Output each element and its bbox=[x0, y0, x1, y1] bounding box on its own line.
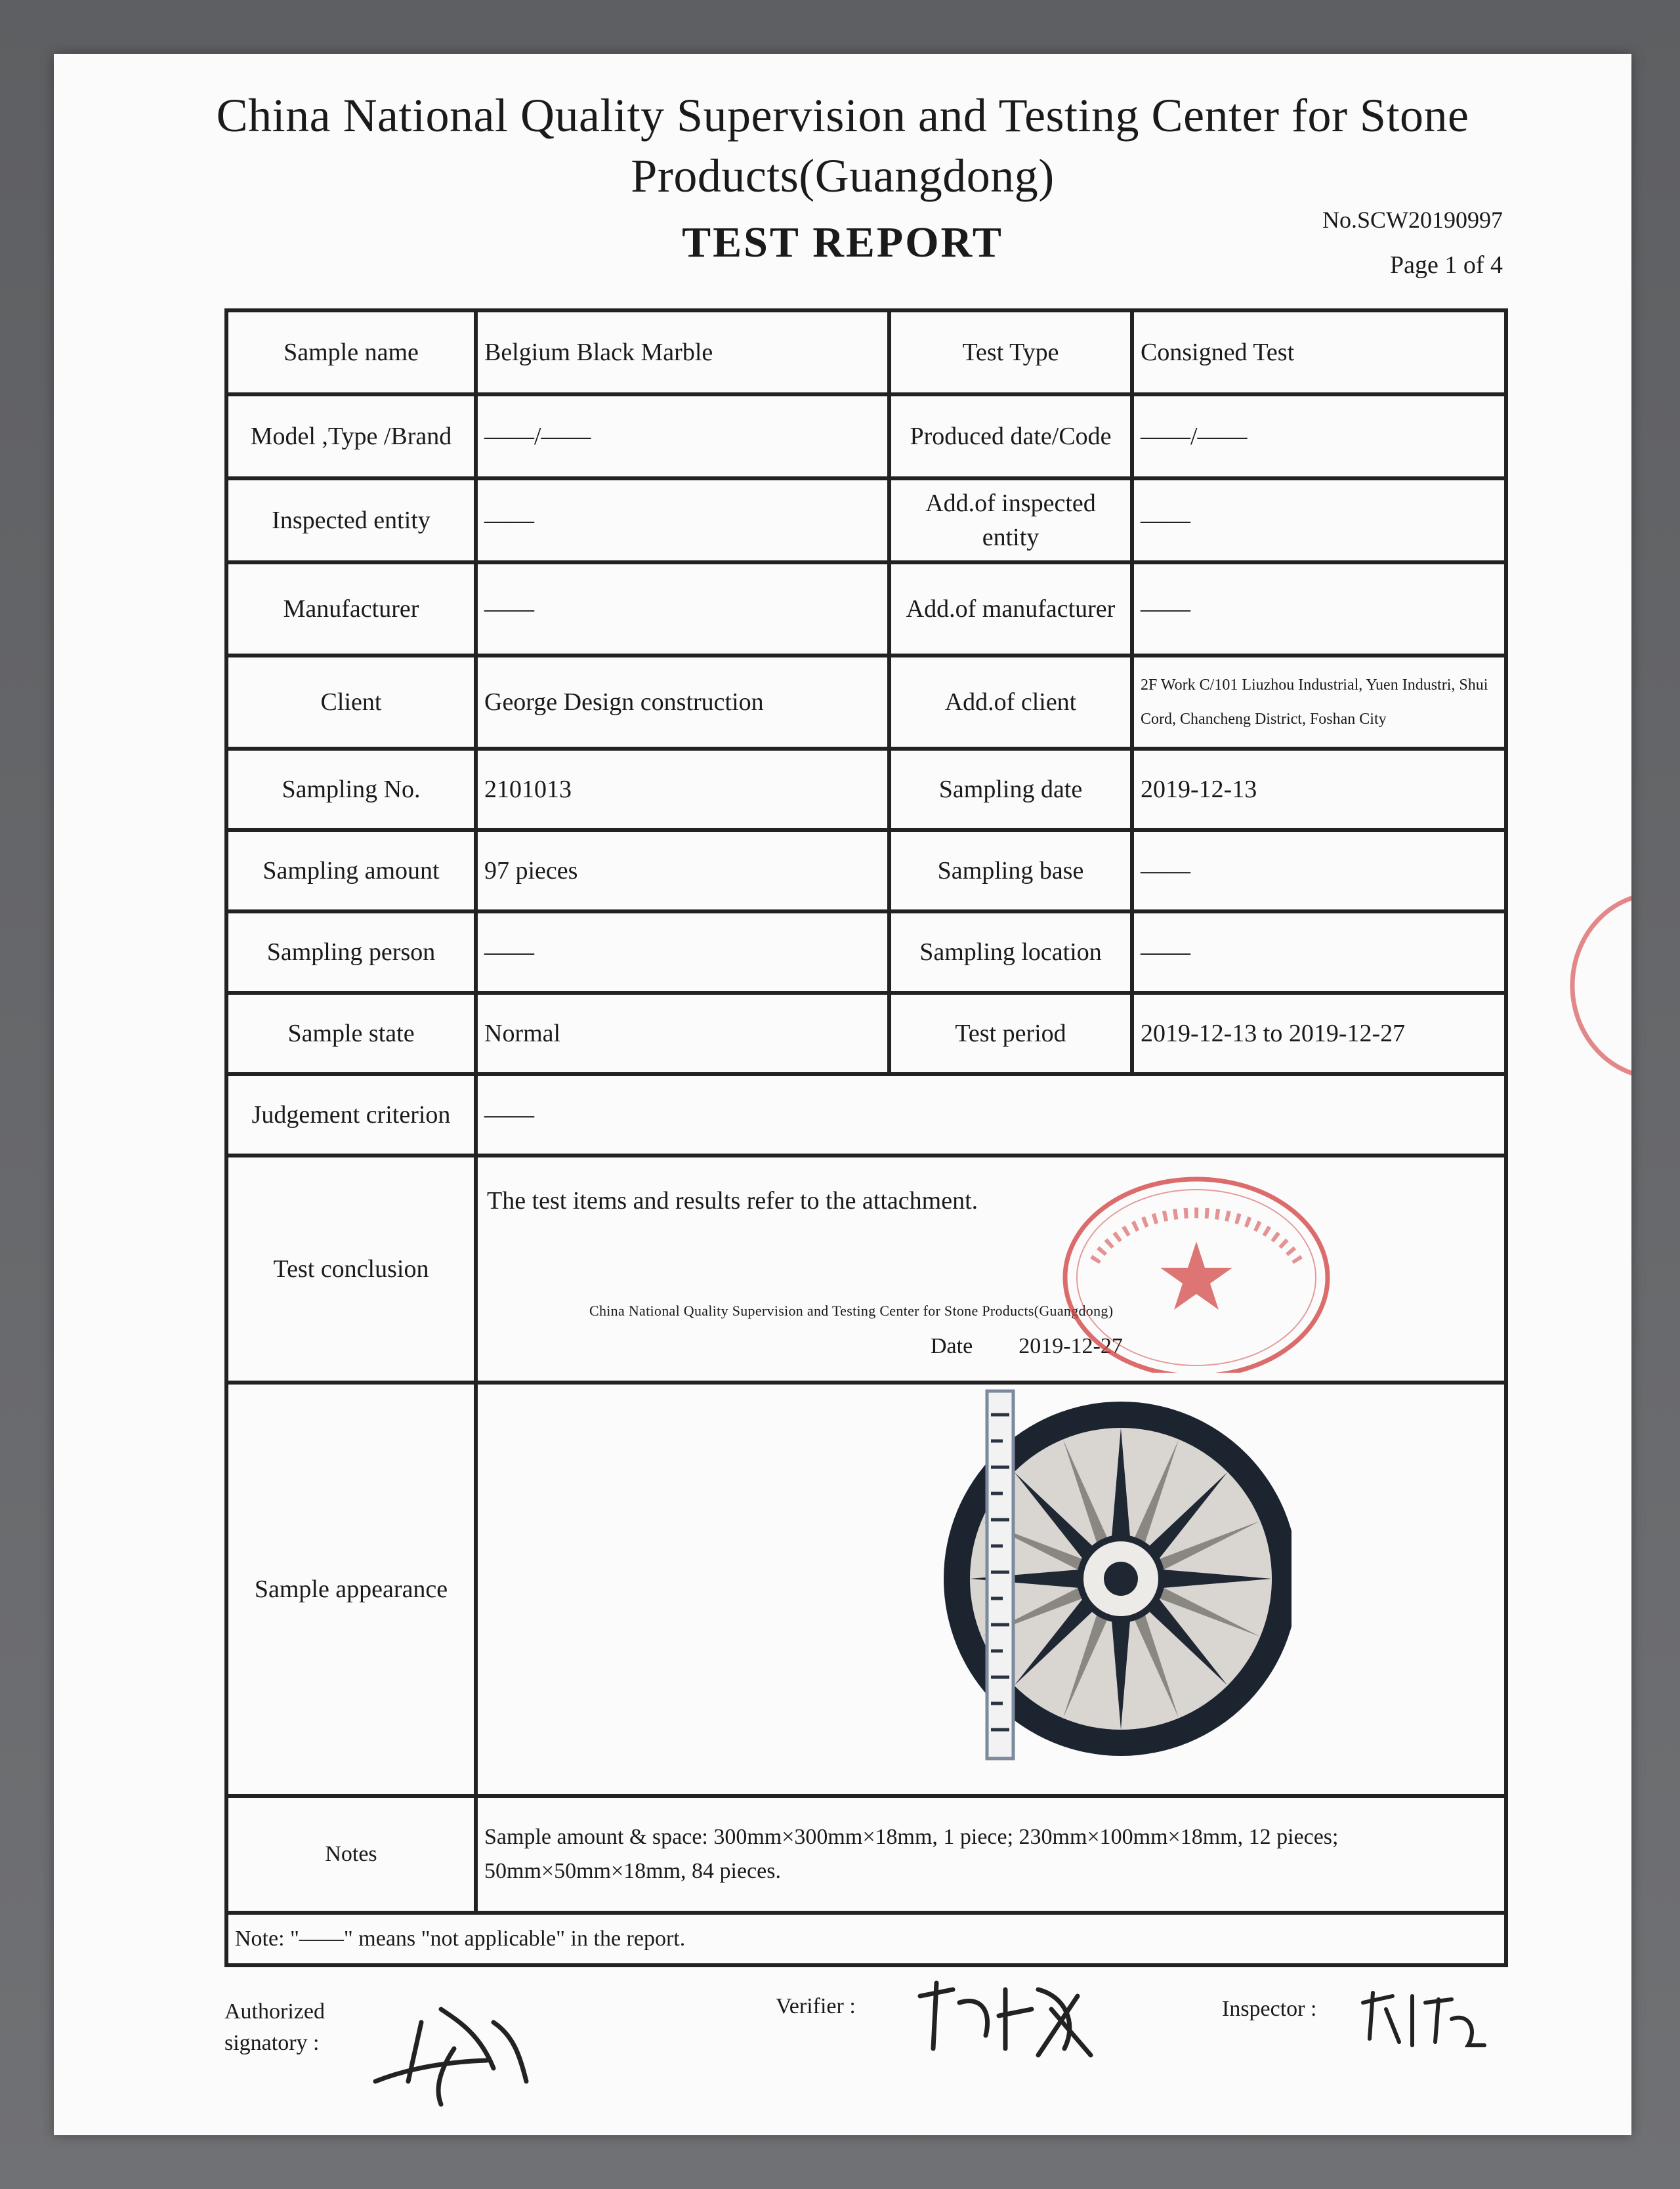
cell-label: Manufacturer bbox=[226, 562, 476, 656]
cell-value: —— bbox=[1132, 478, 1506, 562]
cell-value: Consigned Test bbox=[1132, 310, 1506, 394]
cell-label: Test period bbox=[889, 993, 1132, 1074]
cell-value: 97 pieces bbox=[476, 830, 889, 911]
table-row bbox=[226, 1074, 1506, 1156]
cell-label: Sample name bbox=[226, 310, 476, 394]
cell-value: ——/—— bbox=[476, 394, 889, 478]
authorized-signatory-label: Authorized signatory : bbox=[224, 1999, 325, 2055]
cell-label: Add.of inspected entity bbox=[889, 478, 1132, 562]
conclusion-label: Test conclusion bbox=[226, 1156, 476, 1383]
report-number: No.SCW20190997 bbox=[1322, 207, 1503, 233]
cell-label: Model ,Type /Brand bbox=[226, 394, 476, 478]
conclusion-date-label: Date bbox=[931, 1334, 973, 1358]
table-row bbox=[226, 394, 1506, 478]
report-footnote: Note: "——" means "not applicable" in the report. bbox=[226, 1913, 1506, 1965]
cell-label: Inspected entity bbox=[226, 478, 476, 562]
table-row bbox=[226, 478, 1506, 562]
cell-value: —— bbox=[476, 911, 889, 993]
judgement-value: —— bbox=[476, 1074, 1506, 1156]
cell-label: Sampling person bbox=[226, 911, 476, 993]
notes-label: Notes bbox=[226, 1796, 476, 1913]
cell-value: —— bbox=[476, 562, 889, 656]
cell-value: —— bbox=[1132, 911, 1506, 993]
table-row bbox=[226, 749, 1506, 830]
report-heading: TEST REPORT bbox=[682, 219, 1003, 266]
conclusion-date: 2019-12-27 bbox=[1018, 1334, 1123, 1358]
cell-value: 2F Work C/101 Liuzhou Industrial, Yuen Industri, Shui Cord, Chancheng District, Foshan City bbox=[1132, 656, 1506, 749]
cell-label: Sampling amount bbox=[226, 830, 476, 911]
judgement-label: Judgement criterion bbox=[226, 1074, 476, 1156]
table-row bbox=[226, 1383, 1506, 1796]
test-report-page bbox=[54, 54, 1631, 2135]
report-table bbox=[224, 308, 1508, 1967]
cell-value: Normal bbox=[476, 993, 889, 1074]
notes-text: Sample amount & space: 300mm×300mm×18mm, 1 piece; 230mm×100mm×18mm, 12 pieces; 50mm×50mm×18mm, 84 pieces. bbox=[476, 1796, 1506, 1913]
table-row bbox=[226, 993, 1506, 1074]
cell-value: —— bbox=[1132, 830, 1506, 911]
conclusion-text: The test items and results refer to the attachment. bbox=[487, 1187, 978, 1215]
appearance-label: Sample appearance bbox=[226, 1383, 476, 1796]
official-seal-icon bbox=[1055, 1163, 1337, 1373]
inspector-signature-icon bbox=[1353, 1983, 1491, 2055]
edge-seal-icon bbox=[1559, 887, 1631, 1084]
table-row bbox=[226, 1796, 1506, 1913]
signature-area bbox=[224, 1983, 1504, 2127]
table-row bbox=[226, 1156, 1506, 1383]
cell-label: Add.of manufacturer bbox=[889, 562, 1132, 656]
table-row bbox=[226, 911, 1506, 993]
cell-label: Sampling location bbox=[889, 911, 1132, 993]
cell-value: 2101013 bbox=[476, 749, 889, 830]
table-row bbox=[226, 310, 1506, 394]
inspector-label: Inspector : bbox=[1222, 1997, 1317, 2021]
conclusion-cell bbox=[476, 1156, 1506, 1383]
verifier-label: Verifier : bbox=[776, 1994, 856, 2018]
table-row bbox=[226, 1913, 1506, 1965]
issuer-title bbox=[54, 85, 1631, 206]
authorized-signature-icon bbox=[362, 1983, 553, 2114]
conclusion-issuer: China National Quality Supervision and Testing Center for Stone Products(Guangdong) bbox=[589, 1303, 1114, 1319]
cell-value: George Design construction bbox=[476, 656, 889, 749]
appearance-cell bbox=[476, 1383, 1506, 1796]
verifier-signature-icon bbox=[907, 1970, 1110, 2068]
cell-value: 2019-12-13 bbox=[1132, 749, 1506, 830]
cell-value: Belgium Black Marble bbox=[476, 310, 889, 394]
cell-label: Sampling base bbox=[889, 830, 1132, 911]
cell-label: Sample state bbox=[226, 993, 476, 1074]
issuer-title-line1: China National Quality Supervision and Testing Center for Stone bbox=[216, 89, 1469, 142]
table-row bbox=[226, 656, 1506, 749]
cell-value: —— bbox=[1132, 562, 1506, 656]
cell-label: Add.of client bbox=[889, 656, 1132, 749]
cell-label: Sampling No. bbox=[226, 749, 476, 830]
issuer-title-line2: Products(Guangdong) bbox=[631, 150, 1055, 202]
sample-photo bbox=[911, 1388, 1292, 1762]
cell-value: ——/—— bbox=[1132, 394, 1506, 478]
table-row bbox=[226, 830, 1506, 911]
cell-value: —— bbox=[476, 478, 889, 562]
cell-value: 2019-12-13 to 2019-12-27 bbox=[1132, 993, 1506, 1074]
cell-label: Produced date/Code bbox=[889, 394, 1132, 478]
cell-label: Sampling date bbox=[889, 749, 1132, 830]
cell-label: Test Type bbox=[889, 310, 1132, 394]
cell-label: Client bbox=[226, 656, 476, 749]
table-row bbox=[226, 562, 1506, 656]
page-indicator: Page 1 of 4 bbox=[1389, 251, 1503, 279]
